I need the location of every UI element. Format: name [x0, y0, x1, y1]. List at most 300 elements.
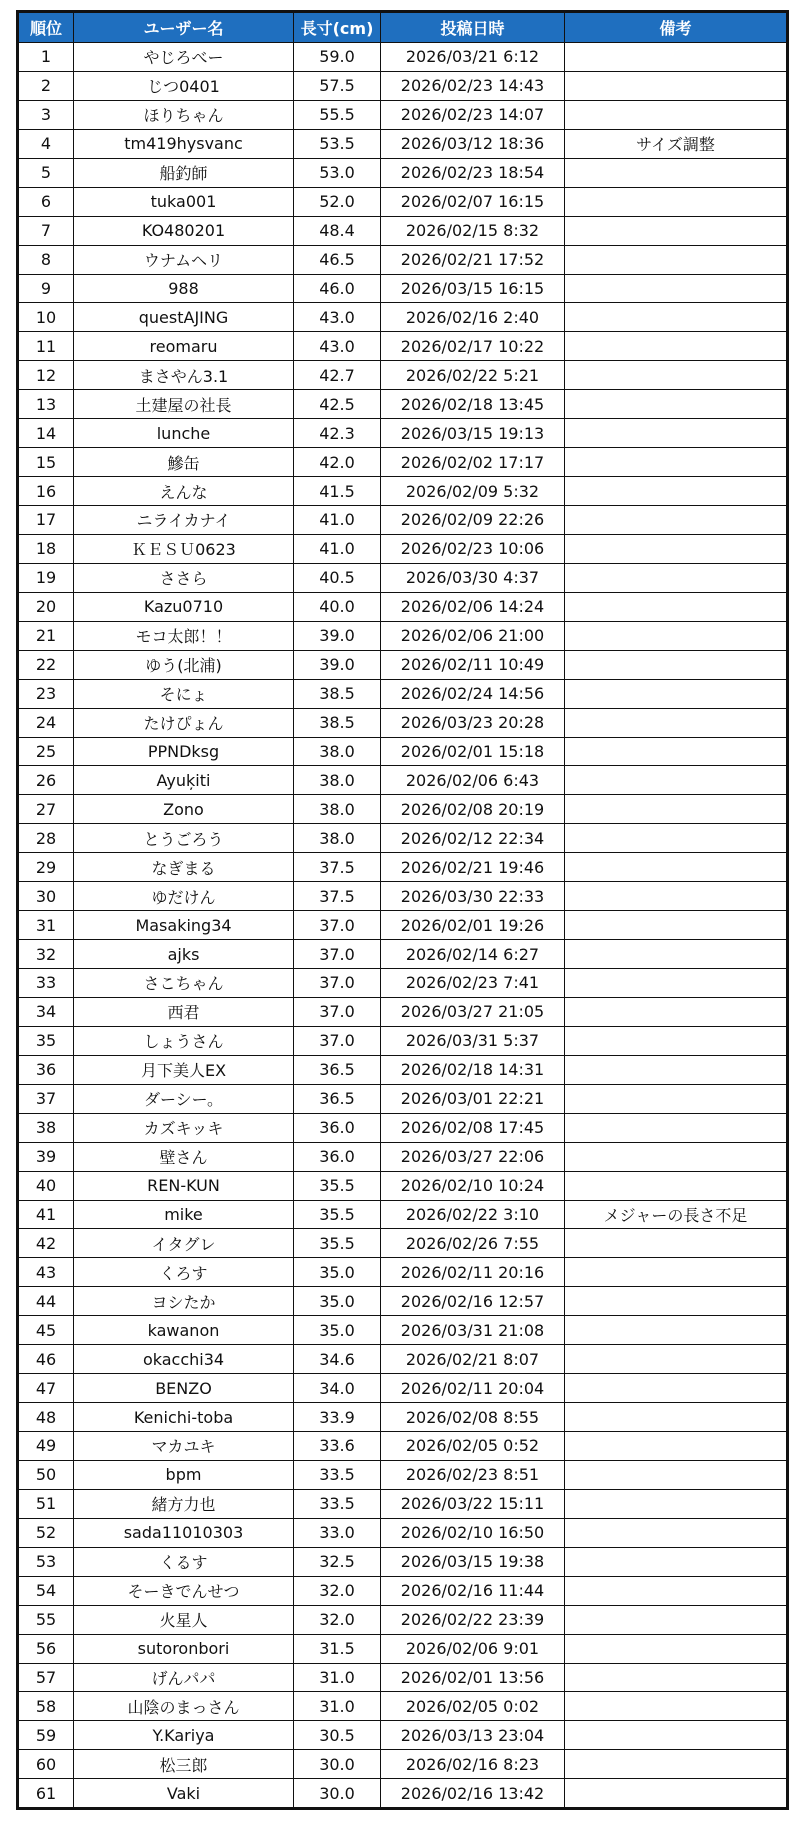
- remarks-cell: [565, 1403, 788, 1432]
- rank-cell: 49: [18, 1432, 74, 1461]
- username-cell: Zono: [74, 795, 294, 824]
- posted-at-cell: 2026/03/27 22:06: [381, 1142, 565, 1171]
- posted-at-cell: 2026/02/05 0:02: [381, 1692, 565, 1721]
- rank-cell: 16: [18, 477, 74, 506]
- rank-cell: 23: [18, 679, 74, 708]
- rank-cell: 19: [18, 563, 74, 592]
- header-posted-at: 投稿日時: [381, 12, 565, 43]
- table-row: [18, 1142, 788, 1171]
- posted-at-cell: 2026/02/11 10:49: [381, 650, 565, 679]
- remarks-cell: [565, 766, 788, 795]
- table-row: [18, 940, 788, 969]
- table-row: [18, 361, 788, 390]
- username-cell: sada11010303: [74, 1518, 294, 1547]
- rank-cell: 44: [18, 1287, 74, 1316]
- posted-at-cell: 2026/02/24 14:56: [381, 679, 565, 708]
- remarks-cell: [565, 390, 788, 419]
- remarks-cell: [565, 1750, 788, 1779]
- remarks-cell: [565, 303, 788, 332]
- remarks-cell: [565, 361, 788, 390]
- table-row: [18, 245, 788, 274]
- username-cell: じつ0401: [74, 71, 294, 100]
- header-rank: 順位: [18, 12, 74, 43]
- remarks-cell: メジャーの長さ不足: [565, 1200, 788, 1229]
- length-cell: 42.3: [294, 419, 381, 448]
- table-row: [18, 1489, 788, 1518]
- rank-cell: 6: [18, 187, 74, 216]
- username-cell: 船釣師: [74, 158, 294, 187]
- posted-at-cell: 2026/02/10 10:24: [381, 1171, 565, 1200]
- table-row: [18, 1432, 788, 1461]
- remarks-cell: [565, 911, 788, 940]
- username-cell: Masaking34: [74, 911, 294, 940]
- rank-cell: 40: [18, 1171, 74, 1200]
- posted-at-cell: 2026/02/01 19:26: [381, 911, 565, 940]
- username-cell: 山陰のまっさん: [74, 1692, 294, 1721]
- remarks-cell: [565, 679, 788, 708]
- username-cell: PPNDksg: [74, 737, 294, 766]
- rank-cell: 13: [18, 390, 74, 419]
- username-cell: 緒方力也: [74, 1489, 294, 1518]
- remarks-cell: [565, 1026, 788, 1055]
- length-cell: 34.6: [294, 1345, 381, 1374]
- posted-at-cell: 2026/03/13 23:04: [381, 1721, 565, 1750]
- rank-cell: 42: [18, 1229, 74, 1258]
- length-cell: 34.0: [294, 1374, 381, 1403]
- rank-cell: 50: [18, 1460, 74, 1489]
- table-row: [18, 853, 788, 882]
- rank-cell: 15: [18, 448, 74, 477]
- table-row: [18, 303, 788, 332]
- length-cell: 37.5: [294, 882, 381, 911]
- remarks-cell: [565, 1460, 788, 1489]
- rank-cell: 58: [18, 1692, 74, 1721]
- remarks-cell: [565, 795, 788, 824]
- username-cell: しょうさん: [74, 1026, 294, 1055]
- posted-at-cell: 2026/02/06 6:43: [381, 766, 565, 795]
- username-cell: 西君: [74, 997, 294, 1026]
- posted-at-cell: 2026/02/21 8:07: [381, 1345, 565, 1374]
- rank-cell: 14: [18, 419, 74, 448]
- posted-at-cell: 2026/03/23 20:28: [381, 708, 565, 737]
- posted-at-cell: 2026/02/23 18:54: [381, 158, 565, 187]
- table-row: [18, 824, 788, 853]
- username-cell: たけぴょん: [74, 708, 294, 737]
- table-header-row: [18, 12, 788, 43]
- remarks-cell: [565, 1432, 788, 1461]
- table-row: [18, 129, 788, 158]
- posted-at-cell: 2026/02/01 13:56: [381, 1663, 565, 1692]
- posted-at-cell: 2026/02/16 13:42: [381, 1779, 565, 1809]
- length-cell: 59.0: [294, 43, 381, 72]
- length-cell: 36.0: [294, 1113, 381, 1142]
- length-cell: 42.7: [294, 361, 381, 390]
- rank-cell: 34: [18, 997, 74, 1026]
- posted-at-cell: 2026/02/05 0:52: [381, 1432, 565, 1461]
- length-cell: 31.0: [294, 1663, 381, 1692]
- remarks-cell: [565, 477, 788, 506]
- table-row: [18, 1403, 788, 1432]
- remarks-cell: [565, 187, 788, 216]
- remarks-cell: [565, 419, 788, 448]
- username-cell: まさやん3.1: [74, 361, 294, 390]
- posted-at-cell: 2026/02/16 11:44: [381, 1576, 565, 1605]
- remarks-cell: [565, 969, 788, 998]
- rank-cell: 55: [18, 1605, 74, 1634]
- table-row: [18, 1113, 788, 1142]
- length-cell: 42.0: [294, 448, 381, 477]
- table-row: [18, 1663, 788, 1692]
- remarks-cell: [565, 1489, 788, 1518]
- rank-cell: 35: [18, 1026, 74, 1055]
- remarks-cell: [565, 245, 788, 274]
- rank-cell: 3: [18, 100, 74, 129]
- remarks-cell: [565, 100, 788, 129]
- username-cell: イタグレ: [74, 1229, 294, 1258]
- ranking-table: [16, 10, 789, 1810]
- username-cell: げんパパ: [74, 1663, 294, 1692]
- posted-at-cell: 2026/02/09 22:26: [381, 506, 565, 535]
- table-row: [18, 621, 788, 650]
- table-row: [18, 1026, 788, 1055]
- length-cell: 53.0: [294, 158, 381, 187]
- length-cell: 40.5: [294, 563, 381, 592]
- length-cell: 53.5: [294, 129, 381, 158]
- table-row: [18, 506, 788, 535]
- remarks-cell: [565, 448, 788, 477]
- remarks-cell: [565, 71, 788, 100]
- username-cell: 壁さん: [74, 1142, 294, 1171]
- posted-at-cell: 2026/02/02 17:17: [381, 448, 565, 477]
- posted-at-cell: 2026/02/08 8:55: [381, 1403, 565, 1432]
- remarks-cell: [565, 43, 788, 72]
- length-cell: 48.4: [294, 216, 381, 245]
- username-cell: reomaru: [74, 332, 294, 361]
- length-cell: 37.0: [294, 997, 381, 1026]
- table-row: [18, 332, 788, 361]
- rank-cell: 46: [18, 1345, 74, 1374]
- length-cell: 36.5: [294, 1055, 381, 1084]
- username-cell: そーきでんせつ: [74, 1576, 294, 1605]
- table-row: [18, 1605, 788, 1634]
- username-cell: ニライカナイ: [74, 506, 294, 535]
- length-cell: 32.0: [294, 1605, 381, 1634]
- username-cell: くろす: [74, 1258, 294, 1287]
- length-cell: 35.0: [294, 1287, 381, 1316]
- length-cell: 35.5: [294, 1229, 381, 1258]
- remarks-cell: [565, 216, 788, 245]
- table-row: [18, 969, 788, 998]
- remarks-cell: [565, 1316, 788, 1345]
- rank-cell: 1: [18, 43, 74, 72]
- table-row: [18, 1055, 788, 1084]
- remarks-cell: [565, 1547, 788, 1576]
- length-cell: 37.5: [294, 853, 381, 882]
- username-cell: Kazu0710: [74, 592, 294, 621]
- table-row: [18, 650, 788, 679]
- rank-cell: 7: [18, 216, 74, 245]
- rank-cell: 5: [18, 158, 74, 187]
- table-row: [18, 1460, 788, 1489]
- username-cell: ゆだけん: [74, 882, 294, 911]
- length-cell: 32.0: [294, 1576, 381, 1605]
- posted-at-cell: 2026/02/01 15:18: [381, 737, 565, 766]
- rank-cell: 4: [18, 129, 74, 158]
- remarks-cell: [565, 882, 788, 911]
- rank-cell: 57: [18, 1663, 74, 1692]
- rank-cell: 37: [18, 1084, 74, 1113]
- table-row: [18, 1750, 788, 1779]
- rank-cell: 47: [18, 1374, 74, 1403]
- posted-at-cell: 2026/03/30 22:33: [381, 882, 565, 911]
- remarks-cell: [565, 1576, 788, 1605]
- length-cell: 46.0: [294, 274, 381, 303]
- length-cell: 33.9: [294, 1403, 381, 1432]
- username-cell: mike: [74, 1200, 294, 1229]
- username-cell: ＫＥＳＵ0623: [74, 534, 294, 563]
- posted-at-cell: 2026/02/09 5:32: [381, 477, 565, 506]
- username-cell: tm419hysvanc: [74, 129, 294, 158]
- remarks-cell: [565, 737, 788, 766]
- username-cell: ヨシたか: [74, 1287, 294, 1316]
- username-cell: KO480201: [74, 216, 294, 245]
- table-row: [18, 419, 788, 448]
- posted-at-cell: 2026/03/01 22:21: [381, 1084, 565, 1113]
- username-cell: 松三郎: [74, 1750, 294, 1779]
- remarks-cell: [565, 1258, 788, 1287]
- table-row: [18, 100, 788, 129]
- username-cell: そにょ: [74, 679, 294, 708]
- rank-cell: 31: [18, 911, 74, 940]
- rank-cell: 28: [18, 824, 74, 853]
- length-cell: 42.5: [294, 390, 381, 419]
- length-cell: 41.0: [294, 534, 381, 563]
- remarks-cell: [565, 1374, 788, 1403]
- posted-at-cell: 2026/02/22 3:10: [381, 1200, 565, 1229]
- posted-at-cell: 2026/02/23 7:41: [381, 969, 565, 998]
- length-cell: 41.5: [294, 477, 381, 506]
- posted-at-cell: 2026/02/15 8:32: [381, 216, 565, 245]
- posted-at-cell: 2026/02/14 6:27: [381, 940, 565, 969]
- length-cell: 35.0: [294, 1316, 381, 1345]
- length-cell: 36.5: [294, 1084, 381, 1113]
- rank-cell: 9: [18, 274, 74, 303]
- length-cell: 46.5: [294, 245, 381, 274]
- remarks-cell: [565, 158, 788, 187]
- rank-cell: 26: [18, 766, 74, 795]
- length-cell: 38.5: [294, 708, 381, 737]
- remarks-cell: [565, 1142, 788, 1171]
- rank-cell: 2: [18, 71, 74, 100]
- length-cell: 38.5: [294, 679, 381, 708]
- rank-cell: 61: [18, 1779, 74, 1809]
- posted-at-cell: 2026/03/15 19:13: [381, 419, 565, 448]
- table-row: [18, 1287, 788, 1316]
- username-cell: okacchi34: [74, 1345, 294, 1374]
- posted-at-cell: 2026/02/16 12:57: [381, 1287, 565, 1316]
- table-row: [18, 1692, 788, 1721]
- length-cell: 31.0: [294, 1692, 381, 1721]
- table-row: [18, 679, 788, 708]
- username-cell: ajks: [74, 940, 294, 969]
- posted-at-cell: 2026/02/22 23:39: [381, 1605, 565, 1634]
- length-cell: 31.5: [294, 1634, 381, 1663]
- table-row: [18, 766, 788, 795]
- username-cell: 月下美人EX: [74, 1055, 294, 1084]
- remarks-cell: [565, 332, 788, 361]
- rank-cell: 52: [18, 1518, 74, 1547]
- length-cell: 38.0: [294, 795, 381, 824]
- username-cell: Ayuķiti: [74, 766, 294, 795]
- posted-at-cell: 2026/02/06 14:24: [381, 592, 565, 621]
- length-cell: 55.5: [294, 100, 381, 129]
- table-row: [18, 43, 788, 72]
- table-row: [18, 274, 788, 303]
- remarks-cell: [565, 1055, 788, 1084]
- remarks-cell: [565, 1287, 788, 1316]
- table-row: [18, 1258, 788, 1287]
- rank-cell: 12: [18, 361, 74, 390]
- table-row: [18, 216, 788, 245]
- rank-cell: 38: [18, 1113, 74, 1142]
- username-cell: bpm: [74, 1460, 294, 1489]
- rank-cell: 17: [18, 506, 74, 535]
- table-row: [18, 795, 788, 824]
- length-cell: 33.5: [294, 1460, 381, 1489]
- remarks-cell: サイズ調整: [565, 129, 788, 158]
- username-cell: えんな: [74, 477, 294, 506]
- table-row: [18, 390, 788, 419]
- table-row: [18, 1779, 788, 1809]
- remarks-cell: [565, 621, 788, 650]
- length-cell: 37.0: [294, 940, 381, 969]
- posted-at-cell: 2026/02/18 13:45: [381, 390, 565, 419]
- posted-at-cell: 2026/02/08 17:45: [381, 1113, 565, 1142]
- table-row: [18, 882, 788, 911]
- posted-at-cell: 2026/02/21 19:46: [381, 853, 565, 882]
- length-cell: 32.5: [294, 1547, 381, 1576]
- length-cell: 37.0: [294, 911, 381, 940]
- username-cell: マカユキ: [74, 1432, 294, 1461]
- remarks-cell: [565, 1518, 788, 1547]
- length-cell: 40.0: [294, 592, 381, 621]
- username-cell: sutoronbori: [74, 1634, 294, 1663]
- length-cell: 52.0: [294, 187, 381, 216]
- rank-cell: 21: [18, 621, 74, 650]
- table-row: [18, 448, 788, 477]
- length-cell: 35.5: [294, 1171, 381, 1200]
- posted-at-cell: 2026/03/22 15:11: [381, 1489, 565, 1518]
- posted-at-cell: 2026/02/23 14:43: [381, 71, 565, 100]
- table-row: [18, 737, 788, 766]
- remarks-cell: [565, 534, 788, 563]
- username-cell: Y.Kariya: [74, 1721, 294, 1750]
- remarks-cell: [565, 1113, 788, 1142]
- table-row: [18, 1345, 788, 1374]
- remarks-cell: [565, 1084, 788, 1113]
- posted-at-cell: 2026/02/23 14:07: [381, 100, 565, 129]
- rank-cell: 32: [18, 940, 74, 969]
- posted-at-cell: 2026/03/21 6:12: [381, 43, 565, 72]
- posted-at-cell: 2026/03/31 5:37: [381, 1026, 565, 1055]
- username-cell: kawanon: [74, 1316, 294, 1345]
- username-cell: なぎまる: [74, 853, 294, 882]
- rank-cell: 29: [18, 853, 74, 882]
- username-cell: REN-KUN: [74, 1171, 294, 1200]
- rank-cell: 24: [18, 708, 74, 737]
- table-row: [18, 1200, 788, 1229]
- table-row: [18, 1576, 788, 1605]
- table-row: [18, 1634, 788, 1663]
- rank-cell: 60: [18, 1750, 74, 1779]
- length-cell: 43.0: [294, 332, 381, 361]
- table-row: [18, 911, 788, 940]
- remarks-cell: [565, 940, 788, 969]
- username-cell: tuka001: [74, 187, 294, 216]
- username-cell: くるす: [74, 1547, 294, 1576]
- remarks-cell: [565, 1229, 788, 1258]
- posted-at-cell: 2026/03/30 4:37: [381, 563, 565, 592]
- length-cell: 38.0: [294, 737, 381, 766]
- username-cell: 土建屋の社長: [74, 390, 294, 419]
- rank-cell: 59: [18, 1721, 74, 1750]
- rank-cell: 30: [18, 882, 74, 911]
- rank-cell: 45: [18, 1316, 74, 1345]
- length-cell: 37.0: [294, 969, 381, 998]
- posted-at-cell: 2026/02/23 8:51: [381, 1460, 565, 1489]
- posted-at-cell: 2026/02/06 9:01: [381, 1634, 565, 1663]
- posted-at-cell: 2026/02/21 17:52: [381, 245, 565, 274]
- remarks-cell: [565, 650, 788, 679]
- remarks-cell: [565, 824, 788, 853]
- posted-at-cell: 2026/02/16 2:40: [381, 303, 565, 332]
- remarks-cell: [565, 1692, 788, 1721]
- remarks-cell: [565, 1721, 788, 1750]
- remarks-cell: [565, 853, 788, 882]
- length-cell: 39.0: [294, 621, 381, 650]
- posted-at-cell: 2026/02/22 5:21: [381, 361, 565, 390]
- posted-at-cell: 2026/03/15 19:38: [381, 1547, 565, 1576]
- posted-at-cell: 2026/03/27 21:05: [381, 997, 565, 1026]
- remarks-cell: [565, 708, 788, 737]
- rank-cell: 43: [18, 1258, 74, 1287]
- username-cell: Kenichi-toba: [74, 1403, 294, 1432]
- rank-cell: 54: [18, 1576, 74, 1605]
- remarks-cell: [565, 274, 788, 303]
- username-cell: ゆう(北浦): [74, 650, 294, 679]
- length-cell: 33.0: [294, 1518, 381, 1547]
- posted-at-cell: 2026/03/31 21:08: [381, 1316, 565, 1345]
- header-length: 長寸(cm): [294, 12, 381, 43]
- table-row: [18, 1518, 788, 1547]
- rank-cell: 18: [18, 534, 74, 563]
- username-cell: BENZO: [74, 1374, 294, 1403]
- posted-at-cell: 2026/02/12 22:34: [381, 824, 565, 853]
- rank-cell: 8: [18, 245, 74, 274]
- rank-cell: 53: [18, 1547, 74, 1576]
- table-row: [18, 592, 788, 621]
- rank-cell: 25: [18, 737, 74, 766]
- remarks-cell: [565, 1663, 788, 1692]
- username-cell: カズキッキ: [74, 1113, 294, 1142]
- rank-cell: 36: [18, 1055, 74, 1084]
- posted-at-cell: 2026/02/10 16:50: [381, 1518, 565, 1547]
- rank-cell: 27: [18, 795, 74, 824]
- length-cell: 43.0: [294, 303, 381, 332]
- username-cell: ささら: [74, 563, 294, 592]
- length-cell: 33.5: [294, 1489, 381, 1518]
- table-row: [18, 1316, 788, 1345]
